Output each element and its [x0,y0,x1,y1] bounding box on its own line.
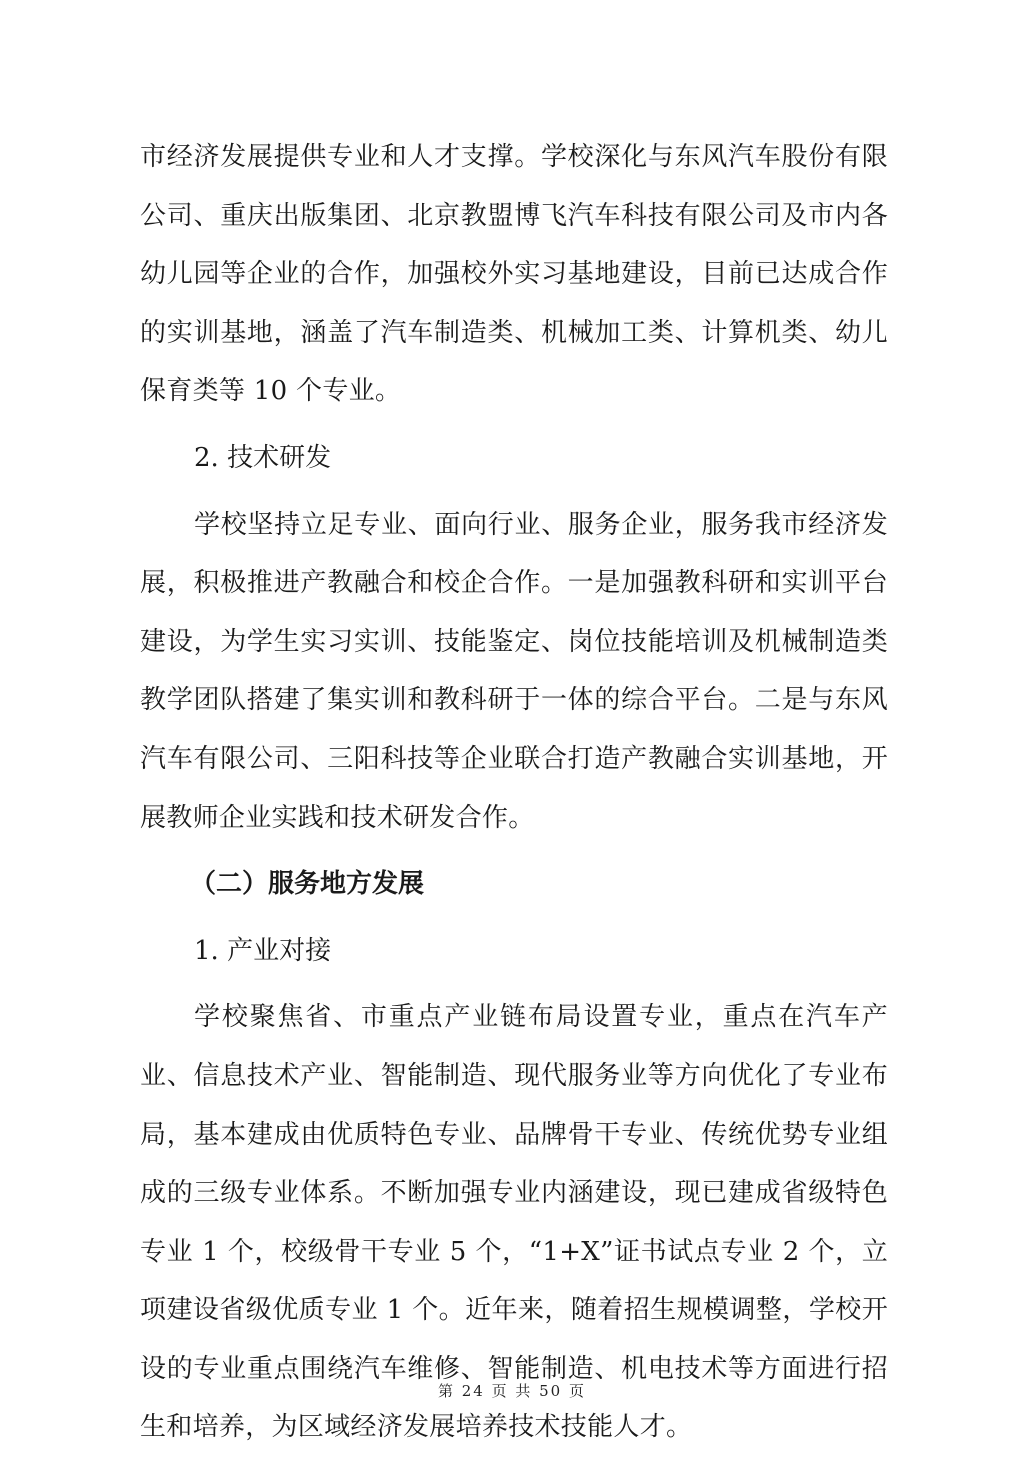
paragraph-tech-rd: 学校坚持立足专业、面向行业、服务企业，服务我市经济发展，积极推进产教融合和校企合作。一是加强教科研和实训平台建设，为学生实习实训、技能鉴定、岗位技能培训及机械制造类教学团队搭建了集实训和教科研于一体的综合平台。二是与东风汽车有限公司、三阳科技等企业联合打造产教融合实训基地，开展教师企业实践和技术研发合作。 [140,509,888,833]
subheading-industry-docking: 1. 产业对接 [194,935,332,966]
section-heading-local-development: （二）服务地方发展 [190,869,425,900]
paragraph-industry-docking: 学校聚焦省、市重点产业链布局设置专业，重点在汽车产业、信息技术产业、智能制造、现代服务业等方向优化了专业布局，基本建成由优质特色专业、品牌骨干专业、传统优势专业组成的三级专业体系。不断加强专业内涵建设，现已建成省级特色专业 1 个，校级骨干专业 5 个，“1+X”证书试点专业 2 个，立项建设省级优质专业 1 个。近年来，随着招生规模调整，学校开设的专业重点围绕汽车维修、智能制造、机电技术等方面进行招生和培养，为区域经济发展培养技术技能人才。 [140,1002,888,1443]
page-number-footer: 第 24 页 共 50 页 [437,1382,586,1400]
document-body [140,128,888,1457]
subheading-tech-rd: 2. 技术研发 [194,442,332,473]
paragraph-training-bases: 市经济发展提供专业和人才支撑。学校深化与东风汽车股份有限公司、重庆出版集团、北京教盟博飞汽车科技有限公司及市内各幼儿园等企业的合作，加强校外实习基地建设，目前已达成合作的实训基地，涵盖了汽车制造类、机械加工类、计算机类、幼儿保育类等 10 个专业。 [140,142,888,407]
